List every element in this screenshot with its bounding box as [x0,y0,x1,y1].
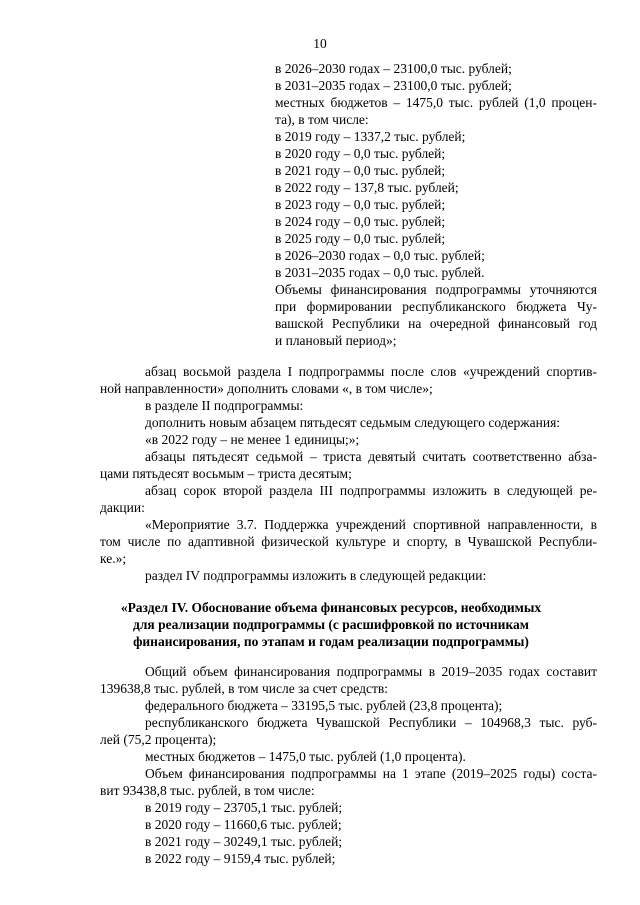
right-line: в 2022 году – 137,8 тыс. рублей; [275,180,459,195]
right-line: в 2025 году – 0,0 тыс. рублей; [275,231,446,246]
right-line: в 2021 году – 0,0 тыс. рублей; [275,163,446,178]
page-number: 10 [313,36,327,51]
right-line: вашской Республики на очередной финансовый год [275,316,597,331]
right-line: в 2026–2030 годах – 23100,0 тыс. рублей; [275,61,512,76]
paragraph-line: в 2019 году – 23705,1 тыс. рублей; [145,800,343,815]
paragraph-line: ной направленности» дополнить словами «, в том числе»; [100,381,433,396]
paragraph-line: 139638,8 тыс. рублей, в том числе за счет средств: [100,681,389,696]
paragraph-line: абзац восьмой раздела I подпрограммы после слов «учреждений спортив- [145,364,597,379]
paragraph-line: дополнить новым абзацем пятьдесят седьмым следующего содержания: [145,415,561,430]
right-line: та), в том числе: [275,112,369,127]
paragraph-line: цами пятьдесят восьмым – триста десятым; [100,466,352,481]
right-line: в 2020 году – 0,0 тыс. рублей; [275,146,446,161]
heading-line: для реализации подпрограммы (с расшифровкой по источникам [133,617,529,632]
paragraph-line: дакции: [100,500,145,515]
right-line: в 2024 году – 0,0 тыс. рублей; [275,214,446,229]
right-line: в 2031–2035 годах – 0,0 тыс. рублей. [275,265,485,280]
paragraph-line: в 2022 году – 9159,4 тыс. рублей; [145,851,336,866]
paragraph-line: в 2020 году – 11660,6 тыс. рублей; [145,817,342,832]
paragraph-line: в 2021 году – 30249,1 тыс. рублей; [145,834,343,849]
paragraph-line: том числе по адаптивной физической культуре и спорту, в Чувашской Республи- [100,534,597,549]
paragraph-line: Общий объем финансирования подпрограммы в 2019–2035 годах составит [145,664,597,679]
paragraph-line: в разделе II подпрограммы: [145,398,304,413]
paragraph-line: абзацы пятьдесят седьмой – триста девятый считать соответственно абза- [145,449,597,464]
paragraph-line: абзац сорок второй раздела III подпрограммы изложить в следующей ре- [145,483,597,498]
heading-line: финансирования, по этапам и годам реализации подпрограммы) [133,634,529,649]
paragraph-line: раздел IV подпрограммы изложить в следующей редакции: [145,568,487,583]
paragraph-line: местных бюджетов – 1475,0 тыс. рублей (1,0 процента). [145,749,466,764]
paragraph-line: Объем финансирования подпрограммы на 1 этапе (2019–2025 годы) соста- [145,766,597,781]
paragraph-line: лей (75,2 процента); [100,732,217,747]
right-line: Объемы финансирования подпрограммы уточняются [275,282,597,297]
right-line: в 2031–2035 годах – 23100,0 тыс. рублей; [275,78,512,93]
paragraph-line: вит 93438,8 тыс. рублей, в том числе: [100,783,315,798]
heading-line: «Раздел IV. Обоснование объема финансовых ресурсов, необходимых [120,600,542,615]
right-line: и плановый период»; [275,333,397,348]
right-line: местных бюджетов – 1475,0 тыс. рублей (1,0 процен- [275,95,597,110]
right-line: в 2023 году – 0,0 тыс. рублей; [275,197,446,212]
right-line: в 2026–2030 годах – 0,0 тыс. рублей; [275,248,485,263]
right-line: при формировании республиканского бюджета Чу- [275,299,597,314]
paragraph-line: республиканского бюджета Чувашской Республики – 104968,3 тыс. руб- [145,715,597,730]
paragraph-line: федерального бюджета – 33195,5 тыс. рублей (23,8 процента); [145,698,503,713]
paragraph-line: «в 2022 году – не менее 1 единицы;»; [145,432,360,447]
right-line: в 2019 году – 1337,2 тыс. рублей; [275,129,466,144]
paragraph-line: ке.»; [100,551,127,566]
paragraph-line: «Мероприятие 3.7. Поддержка учреждений спортивной направленности, в [145,517,597,532]
